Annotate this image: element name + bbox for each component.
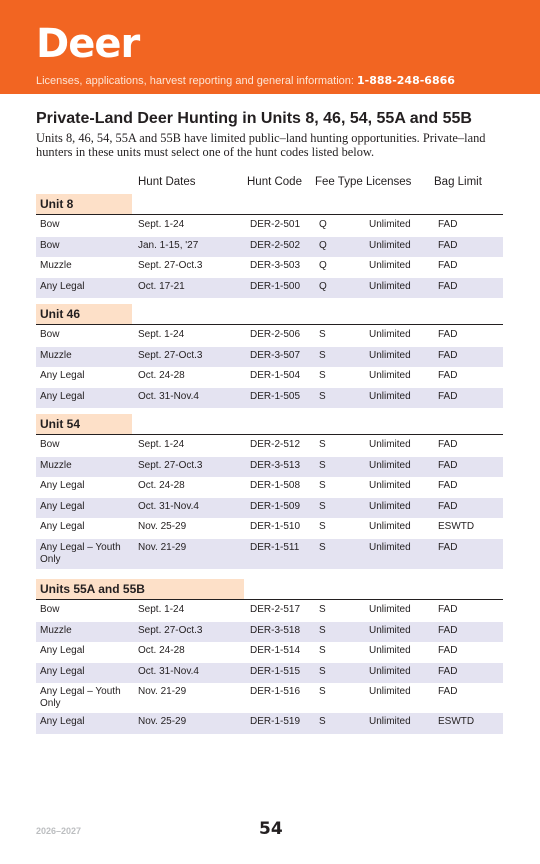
cell-dates: Oct. 24-28 [138,645,185,656]
cell-licenses: Unlimited [369,480,411,491]
cell-type: Any Legal [40,645,85,656]
cell-code: DER-2-506 [250,329,301,340]
cell-dates: Sept. 27-Oct.3 [138,624,203,636]
cell-fee: S [319,686,326,697]
cell-code: DER-3-513 [250,459,301,471]
table-row [36,539,503,569]
unit-divider [36,434,503,435]
cell-code: DER-1-514 [250,645,301,656]
cell-dates: Jan. 1-15, '27 [138,239,199,251]
cell-bag: FAD [438,480,458,491]
header-banner [0,0,540,94]
cell-bag: FAD [438,280,458,292]
cell-dates: Sept. 1-24 [138,439,185,450]
cell-licenses: Unlimited [369,260,411,271]
cell-code: DER-1-500 [250,280,301,292]
cell-code: DER-1-508 [250,480,301,491]
cell-dates: Oct. 24-28 [138,480,185,491]
table-row [36,622,503,643]
cell-dates: Nov. 25-29 [138,716,187,727]
section-heading: Private-Land Deer Hunting in Units 8, 46, 54, 55A and 55B [36,110,472,127]
cell-fee: S [319,329,326,340]
table-row [36,367,503,388]
table-row [36,278,503,299]
cell-fee: S [319,521,326,532]
cell-type: Muzzle [40,624,72,636]
cell-fee: S [319,604,326,615]
cell-type: Any Legal [40,716,85,727]
cell-licenses: Unlimited [369,349,411,361]
cell-bag: FAD [438,219,458,230]
cell-licenses: Unlimited [369,239,411,251]
cell-licenses: Unlimited [369,665,411,677]
table-row [36,498,503,519]
cell-dates: Sept. 27-Oct.3 [138,459,203,471]
unit-divider [36,599,503,600]
cell-type: Muzzle [40,349,72,361]
table-row [36,237,503,258]
cell-type: Bow [40,219,60,230]
table-row [36,216,503,237]
table-row [36,477,503,498]
cell-fee: Q [319,260,327,271]
cell-code: DER-3-507 [250,349,301,361]
cell-dates: Nov. 25-29 [138,521,187,532]
cell-type: Muzzle [40,459,72,471]
table-row [36,457,503,478]
column-header-bag: Bag Limit [434,176,482,188]
table-row [36,436,503,457]
cell-type: Any Legal [40,370,85,381]
unit-header [36,579,503,600]
cell-code: DER-1-519 [250,716,301,727]
cell-code: DER-1-511 [250,541,300,553]
table-row [36,713,503,734]
table-row [36,257,503,278]
footer-year: 2026–2027 [36,826,82,836]
cell-fee: S [319,665,326,677]
cell-type: Any Legal [40,480,85,491]
cell-bag: FAD [438,665,458,677]
cell-fee: S [319,541,326,553]
column-header-dates: Hunt Dates [138,176,196,188]
cell-bag: FAD [438,500,458,512]
unit-header [36,304,503,325]
cell-bag: FAD [438,686,458,697]
column-header-code: Hunt Code [247,176,302,188]
cell-dates: Oct. 31-Nov.4 [138,390,199,402]
cell-dates: Sept. 27-Oct.3 [138,260,203,271]
table-row [36,642,503,663]
unit-header [36,414,503,435]
cell-fee: S [319,645,326,656]
cell-code: DER-3-518 [250,624,301,636]
table-row [36,347,503,368]
cell-licenses: Unlimited [369,390,411,402]
cell-bag: FAD [438,604,458,615]
cell-dates: Sept. 1-24 [138,219,185,230]
cell-licenses: Unlimited [369,370,411,381]
cell-fee: S [319,349,326,361]
cell-licenses: Unlimited [369,500,411,512]
cell-dates: Oct. 17-21 [138,280,185,292]
cell-type: Bow [40,239,60,251]
cell-code: DER-2-502 [250,239,301,251]
cell-type: Any Legal [40,665,85,677]
cell-fee: S [319,439,326,450]
cell-licenses: Unlimited [369,541,411,553]
cell-bag: FAD [438,439,458,450]
cell-licenses: Unlimited [369,624,411,636]
cell-dates: Sept. 27-Oct.3 [138,349,203,361]
cell-type: Any Legal – Youth Only [40,541,121,565]
cell-fee: S [319,390,326,402]
cell-type: Any Legal [40,500,85,512]
cell-licenses: Unlimited [369,329,411,340]
cell-bag: ESWTD [438,521,475,532]
cell-bag: FAD [438,349,458,361]
table-row [36,326,503,347]
cell-code: DER-1-505 [250,390,301,402]
unit-label: Unit 8 [36,194,132,215]
table-row [36,683,503,713]
cell-fee: S [319,370,326,381]
cell-fee: Q [319,239,327,251]
cell-type: Any Legal [40,521,85,532]
cell-licenses: Unlimited [369,521,411,532]
cell-bag: FAD [438,459,458,471]
cell-dates: Sept. 1-24 [138,604,185,615]
table-row [36,518,503,539]
cell-code: DER-1-504 [250,370,301,381]
cell-bag: ESWTD [438,716,475,727]
cell-code: DER-1-516 [250,686,301,697]
cell-fee: S [319,716,326,727]
cell-bag: FAD [438,541,458,553]
cell-bag: FAD [438,624,458,636]
column-header-fee: Fee Type [315,176,363,188]
contact-text: Licenses, applications, harvest reporting and general information: [36,75,358,87]
table-row [36,601,503,622]
phone-number: 1-888-248-6866 [357,74,455,87]
cell-fee: S [319,624,326,636]
cell-licenses: Unlimited [369,439,411,450]
cell-type: Muzzle [40,260,72,271]
cell-type: Any Legal [40,390,85,402]
unit-divider [36,214,503,215]
cell-dates: Sept. 1-24 [138,329,185,340]
cell-bag: FAD [438,329,458,340]
cell-licenses: Unlimited [369,686,411,697]
page-title: Deer [36,21,140,67]
cell-fee: Q [319,280,327,292]
cell-code: DER-1-510 [250,521,301,532]
cell-licenses: Unlimited [369,459,411,471]
cell-dates: Oct. 31-Nov.4 [138,665,199,677]
page-number: 54 [259,819,283,839]
cell-dates: Nov. 21-29 [138,541,187,553]
intro-paragraph: Units 8, 46, 54, 55A and 55B have limited public–land hunting opportunities. Private–land hunters in these units must select one of the hunt codes listed below. [36,131,486,159]
cell-bag: FAD [438,390,458,402]
cell-code: DER-2-512 [250,439,301,450]
column-header-licenses: Licenses [366,176,412,188]
cell-bag: FAD [438,370,458,381]
cell-code: DER-3-503 [250,260,301,271]
cell-code: DER-1-515 [250,665,301,677]
cell-licenses: Unlimited [369,604,411,615]
unit-divider [36,324,503,325]
cell-type: Any Legal [40,280,85,292]
cell-code: DER-2-501 [250,219,301,230]
cell-fee: S [319,459,326,471]
cell-type: Bow [40,604,60,615]
cell-fee: S [319,480,326,491]
cell-bag: FAD [438,239,458,251]
cell-bag: FAD [438,260,458,271]
cell-type: Bow [40,439,60,450]
cell-dates: Nov. 21-29 [138,686,187,697]
cell-code: DER-2-517 [250,604,301,615]
cell-licenses: Unlimited [369,716,411,727]
table-row [36,388,503,409]
unit-label: Units 55A and 55B [36,579,244,600]
unit-label: Unit 46 [36,304,132,325]
cell-dates: Oct. 31-Nov.4 [138,500,199,512]
cell-fee: Q [319,219,327,230]
unit-label: Unit 54 [36,414,132,435]
cell-type: Any Legal – Youth Only [40,686,121,709]
cell-fee: S [319,500,326,512]
cell-type: Bow [40,329,60,340]
cell-licenses: Unlimited [369,219,411,230]
unit-header [36,194,503,215]
cell-bag: FAD [438,645,458,656]
contact-line [36,74,455,87]
cell-dates: Oct. 24-28 [138,370,185,381]
cell-licenses: Unlimited [369,645,411,656]
table-row [36,663,503,684]
cell-licenses: Unlimited [369,280,411,292]
cell-code: DER-1-509 [250,500,301,512]
